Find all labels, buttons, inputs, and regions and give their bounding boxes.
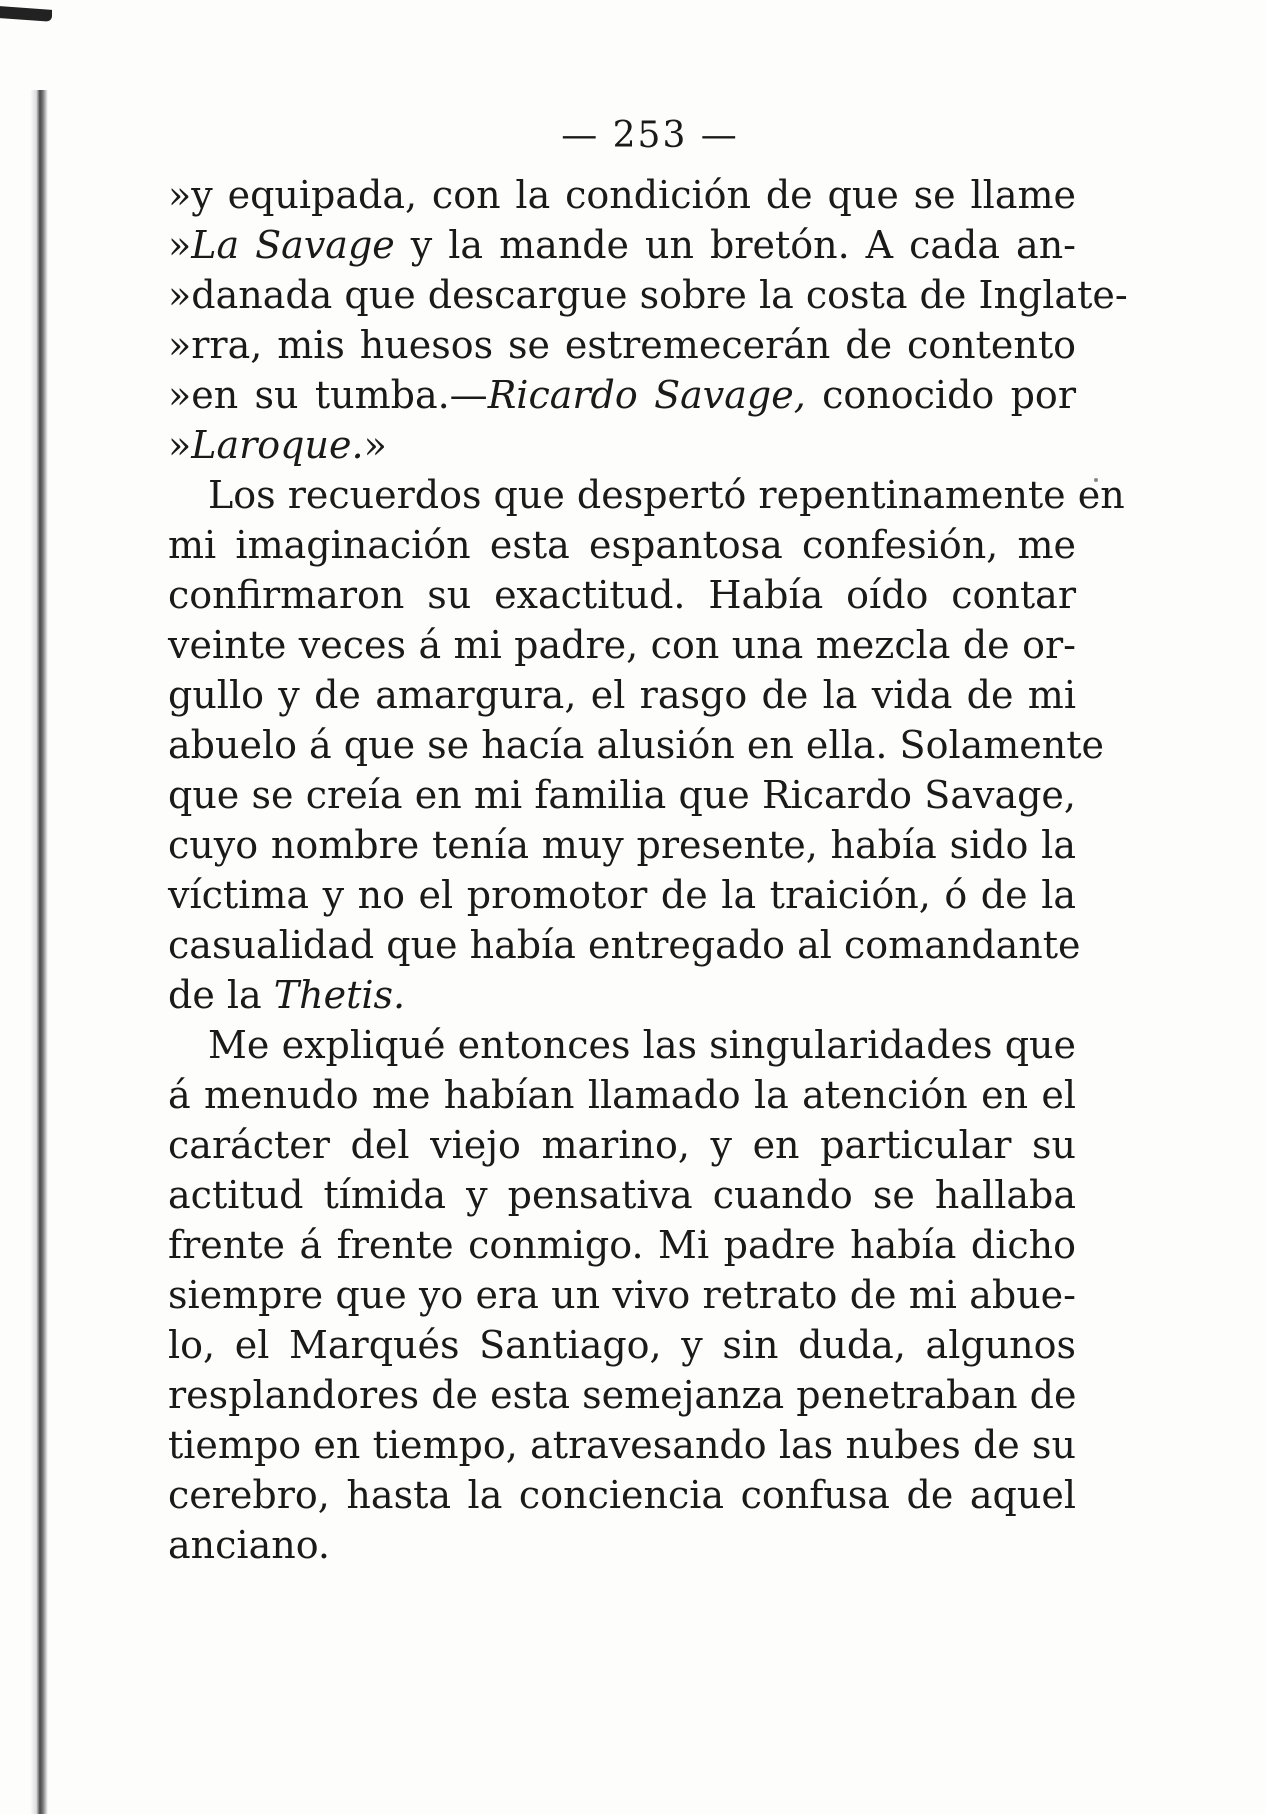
text-run: que se creía en mi familia que Ricardo Savage, xyxy=(168,773,1076,817)
text-run: frente á frente conmigo. Mi padre había dicho xyxy=(168,1223,1076,1267)
text-run: »danada que descargue sobre la costa de Inglate- xyxy=(168,273,1128,317)
page-number: — 253 — xyxy=(561,115,739,156)
text-line xyxy=(168,570,1076,620)
text-line xyxy=(168,370,1076,420)
paragraph xyxy=(168,1020,1076,1570)
paragraph xyxy=(168,470,1125,1020)
text-run: á menudo me habían llamado la atención en el xyxy=(168,1073,1076,1117)
text-run: » xyxy=(168,223,192,267)
text-line xyxy=(168,970,1076,1020)
text-run: siempre que yo era un vivo retrato de mi abue- xyxy=(168,1273,1076,1317)
text-run: lo, el Marqués Santiago, y sin duda, algunos xyxy=(168,1323,1076,1367)
text-line xyxy=(168,1220,1076,1270)
text-line xyxy=(168,870,1076,920)
page-content xyxy=(168,115,1128,1570)
text-run: mi imaginación esta espantosa confesión, me xyxy=(168,523,1076,567)
text-run: carácter del viejo marino, y en particular su xyxy=(168,1123,1076,1167)
binding-edge xyxy=(30,90,48,1814)
text-line xyxy=(168,770,1076,820)
text-line xyxy=(168,920,1081,970)
text-line xyxy=(168,1470,1076,1520)
text-line xyxy=(168,1370,1076,1420)
text-line xyxy=(168,620,1076,670)
text-line xyxy=(168,720,1105,770)
italic-text: Thetis. xyxy=(273,973,406,1017)
text-line xyxy=(168,1520,1076,1570)
text-run: resplandores de esta semejanza penetraban de xyxy=(168,1373,1077,1417)
text-line xyxy=(168,820,1076,870)
italic-text: La Savage xyxy=(191,223,395,267)
text-line xyxy=(168,520,1076,570)
text-run: Me expliqué entonces las singularidades que xyxy=(208,1023,1076,1067)
text-run: anciano. xyxy=(168,1523,330,1567)
text-run: casualidad que había entregado al comandante xyxy=(168,923,1081,967)
text-line xyxy=(168,420,1076,470)
text-line xyxy=(168,670,1076,720)
binding-shadow-top xyxy=(0,6,52,22)
text-line xyxy=(168,320,1076,370)
text-run: cerebro, hasta la conciencia confusa de aquel xyxy=(168,1473,1076,1517)
text-run: »y equipada, con la condición de que se llame xyxy=(168,173,1076,217)
text-line xyxy=(168,170,1076,220)
text-body xyxy=(168,170,1128,1570)
text-run: » xyxy=(168,423,192,467)
text-line xyxy=(168,1420,1076,1470)
text-run: actitud tímida y pensativa cuando se hallaba xyxy=(168,1173,1076,1217)
text-run: de la xyxy=(168,973,274,1017)
text-line xyxy=(168,470,1125,520)
text-run: »rra, mis huesos se estremecerán de contento xyxy=(168,323,1076,367)
text-line xyxy=(168,1020,1076,1070)
text-run: veinte veces á mi padre, con una mezcla de or- xyxy=(168,623,1076,667)
text-run: y la mande un bretón. A cada an- xyxy=(394,223,1077,267)
text-run: confirmaron su exactitud. Había oído contar xyxy=(168,573,1076,617)
text-run: cuyo nombre tenía muy presente, había sido la xyxy=(168,823,1076,867)
text-line xyxy=(168,1070,1076,1120)
italic-text: Ricardo Savage, xyxy=(487,373,806,417)
text-line xyxy=(168,1270,1076,1320)
text-run: víctima y no el promotor de la traición, ó de la xyxy=(168,873,1076,917)
text-line xyxy=(168,220,1076,270)
text-run: gullo y de amargura, el rasgo de la vida de mi xyxy=(168,673,1076,717)
text-line xyxy=(168,1320,1076,1370)
text-line xyxy=(168,1170,1076,1220)
italic-text: Laroque. xyxy=(191,423,364,467)
text-run: tiempo en tiempo, atravesando las nubes de su xyxy=(168,1423,1076,1467)
text-line xyxy=(168,270,1128,320)
text-run: »en su tumba.— xyxy=(168,373,488,417)
text-run: Los recuerdos que despertó repentinamente en xyxy=(208,473,1125,517)
paragraph xyxy=(168,170,1128,470)
text-run: abuelo á que se hacía alusión en ella. Solamente xyxy=(168,723,1105,767)
text-run: » xyxy=(363,423,387,467)
text-run: conocido por xyxy=(805,373,1076,417)
text-line xyxy=(168,1120,1076,1170)
